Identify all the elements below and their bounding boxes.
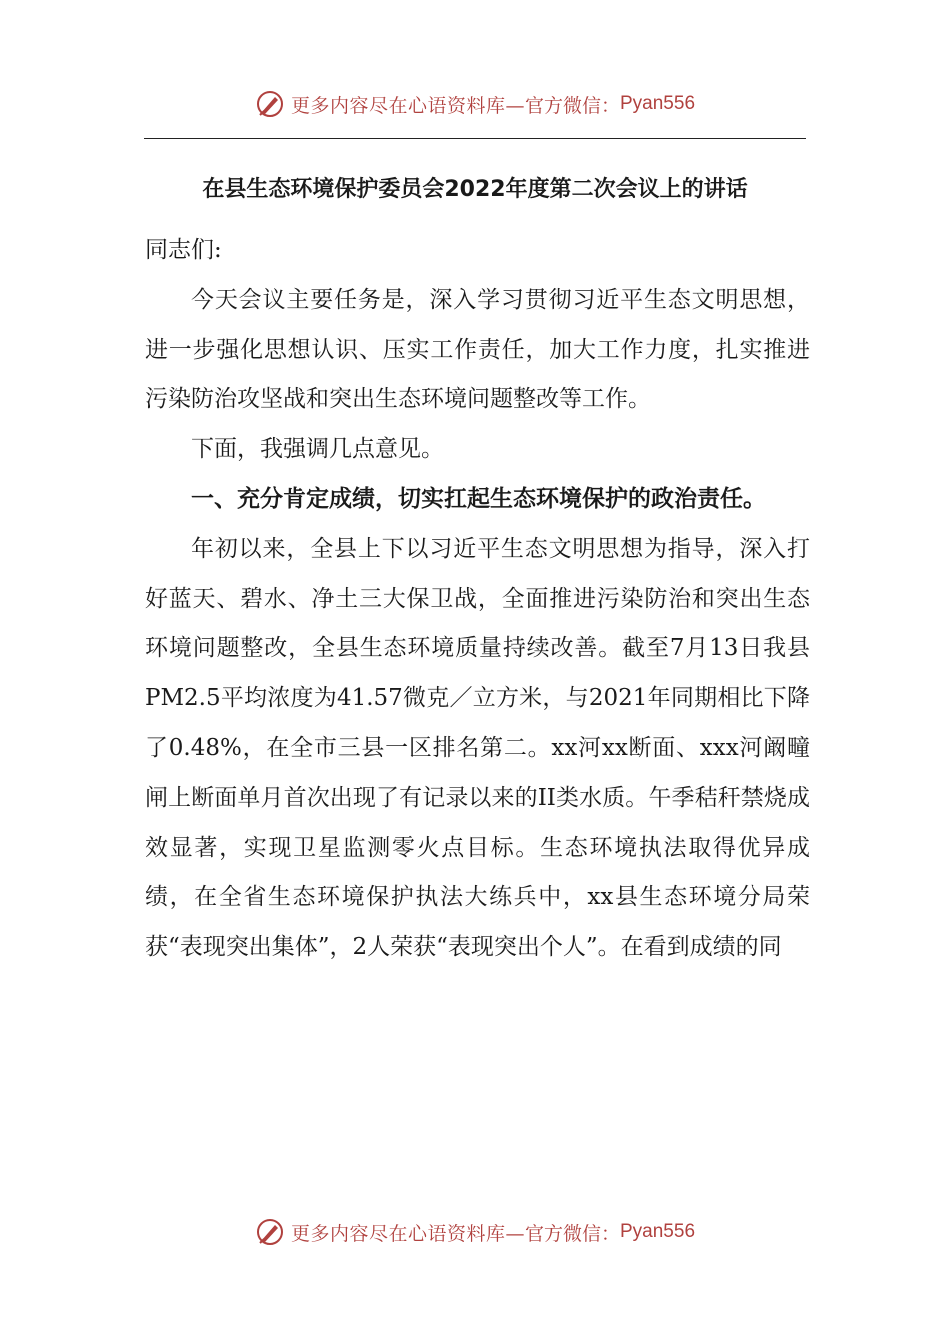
watermark-site-text: 更多内容尽在心语资料库— (290, 1222, 525, 1245)
watermark-account-id: Pyan556 (620, 93, 696, 114)
document-body (145, 226, 810, 973)
section-heading: 一、充分肯定成绩，切实扛起生态环境保护的政治责任。 (191, 485, 766, 512)
pen-logo-icon (255, 1217, 285, 1247)
watermark-banner-bottom (0, 1212, 950, 1252)
watermark-site-text: 更多内容尽在心语资料库— (290, 94, 525, 117)
paragraph: 今天会议主要任务是，深入学习贯彻习近平生态文明思想，进一步强化思想认识、压实工作责任，加大工作力度，扎实推进污染防治攻坚战和突出生态环境问题整改等工作。 (145, 286, 810, 413)
pen-logo-icon (255, 89, 285, 119)
paragraph: 年初以来，全县上下以习近平生态文明思想为指导，深入打好蓝天、碧水、净土三大保卫战，全面推进污染防治和突出生态环境问题整改，全县生态环境质量持续改善。截至7月13日我县PM2.5平均浓度为41.57微克／立方米，与2021年同期相比下降了0.48%，在全市三县一区排名第二。xx河xx断面、xxx河阚疃闸上断面单月首次出现了有记录以来的II类水质。午季秸秆禁烧成效显著，实现卫星监测零火点目标。生态环境执法取得优异成绩，在全省生态环境保护执法大练兵中，xx县生态环境分局荣获“表现突出集体”，2人荣获“表现突出个人”。在看到成绩的同 (145, 535, 810, 961)
header-divider (144, 138, 806, 139)
salutation: 同志们: (145, 237, 222, 263)
paragraph: 下面，我强调几点意见。 (191, 436, 444, 463)
watermark-banner-top (0, 84, 950, 124)
watermark-account-text: 官方微信： (524, 1222, 620, 1245)
page-title: 在县生态环境保护委员会2022年度第二次会议上的讲话 (202, 177, 748, 202)
watermark-account-text: 官方微信： (524, 94, 620, 117)
watermark-account-id: Pyan556 (620, 1221, 696, 1242)
